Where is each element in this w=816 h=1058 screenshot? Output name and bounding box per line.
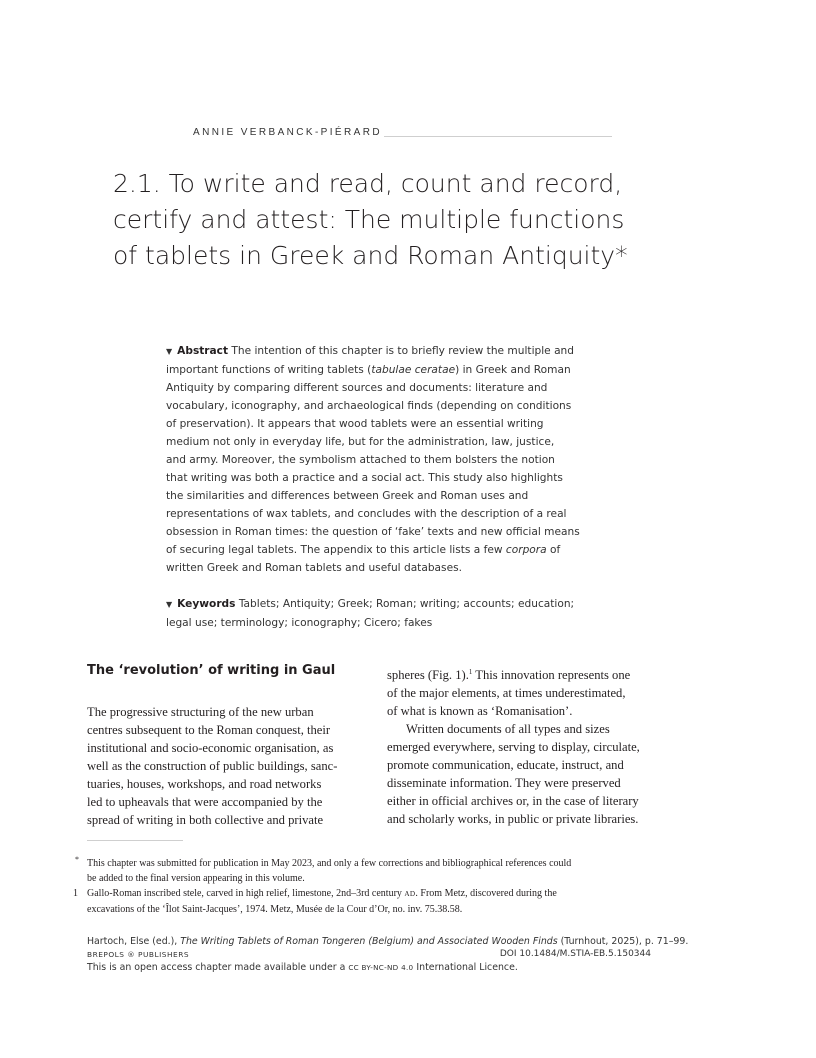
body-line: either in official archives or, in the case of literary [387,794,639,808]
footnote-rule [87,840,183,841]
abstract-line: of preservation). It appears that wood tablets were an essential writing [166,418,544,430]
body-line: spheres (Fig. 1).$^1$ This innovation represents one [387,668,631,682]
footnote-star [75,855,657,886]
body-line: promote communication, educate, instruct, and [387,758,624,772]
footnote-ref[interactable]: 1 [468,668,473,676]
author-rule [384,136,612,137]
title-line: of tablets in Greek and Roman Antiquity* [113,241,628,270]
body-line: of what is known as ‘Romanisation’. [387,704,573,718]
abstract-line: representations of wax tablets, and concludes with the description of a real [166,508,567,520]
abstract-line: medium not only in everyday life, but for the administration, law, justice, [166,436,555,448]
title-line: certify and attest: The multiple functions [113,205,625,234]
footnote-line: excavations of the ‘Îlot Saint-Jacques’, 1974. Metz, Musée de la Cour d’Or, no. inv. 75.38.58. [87,904,463,915]
body-line: and scholarly works, in public or private libraries. [387,812,639,826]
abstract-line: ▼ Abstract The intention of this chapter is to briefly review the multiple and [166,345,574,357]
footnote-line: This chapter was submitted for publication in May 2023, and only a few corrections and bibliographical references could [87,858,572,869]
body-line: centres subsequent to the Roman conquest, their [87,723,331,737]
keywords-line: legal use; terminology; iconography; Cicero; fakes [166,617,433,629]
title-line: 2.1. To write and read, count and record, [113,169,623,198]
publisher: BREPOLS ® PUBLISHERS [87,950,190,959]
abstract-line: that writing was both a practice and a social act. This study also highlights [166,472,563,484]
abstract-block [166,342,596,577]
keywords-label: Keywords [177,598,236,610]
footnote-mark: 1 [73,888,78,899]
citation-publisher-row [87,948,651,961]
footnote-line: be added to the final version appearing in this volume. [87,873,305,884]
footnote-mark: * [75,855,79,864]
disclosure-triangle-icon[interactable]: ▼ [166,600,173,609]
body-line: of the major elements, at times underestimated, [387,686,626,700]
body-line: disseminate information. They were preserved [387,776,621,790]
body-line: The progressive structuring of the new urban [87,705,314,719]
footnote-1 [73,886,657,917]
doi-link[interactable]: DOI 10.1484/M.STIA-EB.5.150344 [499,949,651,959]
abstract-line: Antiquity by comparing different sources and documents: literature and [166,382,548,394]
citation-block [87,935,689,974]
abstract-line: important functions of writing tablets (tabulae ceratae) in Greek and Roman [166,364,571,376]
citation-line: Hartoch, Else (ed.), The Writing Tablets of Roman Tongeren (Belgium) and Associated Wooden Finds (Turnhout, 2025), p. 71–99. [87,936,689,947]
body-column-right [387,666,651,828]
abstract-line: and army. Moreover, the symbolism attached to them bolsters the notion [166,454,555,466]
abstract-line: vocabulary, iconography, and archaeological finds (depending on conditions [166,400,572,412]
body-line: tuaries, houses, workshops, and road networks [87,777,322,791]
body-line: spread of writing in both collective and private [87,813,324,827]
keywords-line: ▼ Keywords Tablets; Antiquity; Greek; Roman; writing; accounts; education; [166,598,575,610]
keywords-block [166,595,596,632]
author-name: ANNIE VERBANCK-PIÉRARD [193,127,382,138]
abstract-label: Abstract [177,345,229,357]
section-heading: The ‘revolution’ of writing in Gaul [87,663,336,678]
licence-line: This is an open access chapter made available under a CC BY-NC-ND 4.0 International Licence. [87,962,518,973]
abstract-line: written Greek and Roman tablets and useful databases. [166,562,462,574]
footnote-line: Gallo-Roman inscribed stele, carved in high relief, limestone, 2nd–3rd century AD. From Metz, discovered during the [87,888,557,899]
body-line: institutional and socio-economic organisation, as [87,741,334,755]
body-line: well as the construction of public buildings, sanc- [87,759,338,773]
licence-link[interactable]: CC BY-NC-ND 4.0 [348,963,414,972]
abstract-line: of securing legal tablets. The appendix to this article lists a few corpora of [166,544,561,556]
chapter-title [113,166,633,274]
abstract-line: obsession in Roman times: the question of ‘fake’ texts and new official means [166,526,580,538]
body-line: led to upheavals that were accompanied by the [87,795,323,809]
disclosure-triangle-icon[interactable]: ▼ [166,347,173,356]
body-column-left [87,703,351,829]
abstract-line: the similarities and differences between Greek and Roman uses and [166,490,529,502]
body-line: Written documents of all types and sizes [406,722,610,736]
body-line: emerged everywhere, serving to display, circulate, [387,740,640,754]
